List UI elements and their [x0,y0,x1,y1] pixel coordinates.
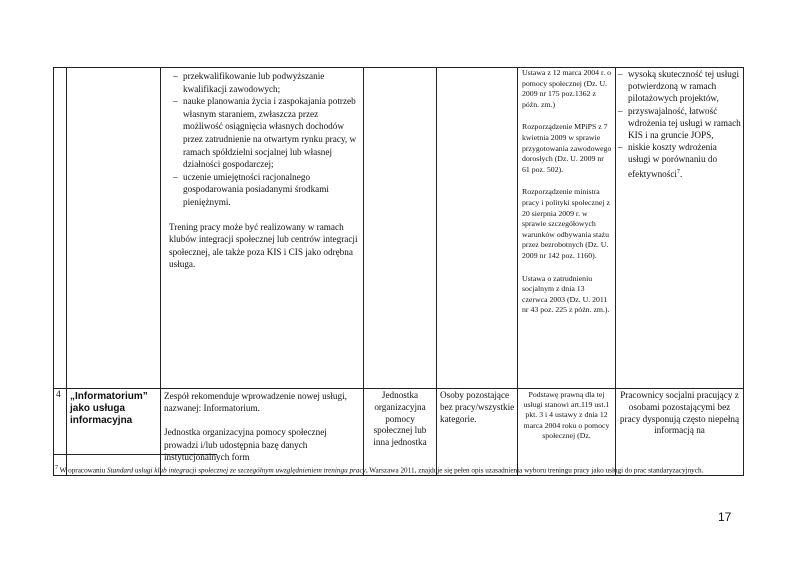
list-item: – przyswajalność, łatwość wdrożenia tej usługi w ramach KIS i na gruncie JOPS, [618,105,741,142]
list-item: – przekwalifikowanie lub podwyższanie kwalifikacji zawodowych; [169,70,359,95]
number-cell [54,68,67,389]
description-paragraph: Zespół rekomenduje wprowadzenie nowej usługi, nazwanej: Informatorium. [164,391,347,414]
table-row [54,68,744,389]
provider-cell: Jednostka organizacyjna pomocy społecznej lub inna jednostka [364,389,437,476]
footnote-marker: 7 [55,465,58,471]
number-cell: 4 [54,389,67,476]
justification-cell: Pracownicy socjalni pracujący z osobami pozostającymi bez pracy dysponują często niepełną informacją na [616,389,744,476]
page-number: 17 [718,510,732,524]
legal-basis-cell: Podstawę prawną dla tej usługi stanowi art.119 ust.1 pkt. 3 i 4 ustawy z dnia 12 marca 2004 roku o pomocy społecznej (Dz. [518,389,616,476]
service-name: „Informatorium” jako usługa informacyjna [70,391,148,426]
list-item: – wysoką skuteczność tej usługi potwierdzoną w ramach pilotażowych projektów, [618,68,741,105]
advantages-cell [616,68,744,389]
description-bullets [169,70,359,209]
legal-act: Ustawa z 12 marca 2004 r. o pomocy społecznej (Dz. U. 2009 nr 175 poz.1362 z późn. zm.) [522,68,611,109]
list-item: – niskie koszty wdrożenia usługi w porównaniu do efektywności$^7$. [618,141,741,180]
footnote-title: Standard usługi klub integracji społecznej ze szczególnym uwzględnieniem treningu pracy [107,466,366,475]
description-cell [161,68,364,389]
services-table [53,67,744,476]
legal-basis-cell [518,68,616,389]
recipients-cell: Osoby pozostające bez pracy/wszystkie kategorie. [437,389,518,476]
advantages-list [618,68,741,180]
provider-cell [364,68,437,389]
footnote-separator [53,454,217,455]
footnote-reference[interactable]: 7 [676,168,680,175]
service-name-cell [67,68,161,389]
legal-act: Ustawa o zatrudnieniu socjalnym z dnia 13 czerwca 2003 (Dz. U. 2011 nr 43 poz. 225 z późn. zm.). [522,273,610,315]
recipients-cell [437,68,518,389]
list-item: – nauke planowania życia i zaspokajania potrzeb własnym staraniem, zwłaszcza przez możliwość osiągnięcia własnych dochodów przez zatrudnienie na otwartym rynku pracy, w ramach spółdzielni socjalnej lub własnej działności gospodarczej; [169,95,359,171]
description-paragraph: Jednostka organizacyjna pomocy społecznej prowadzi i/lub udostępnia bazę danych instytucjonalnych form [164,427,327,462]
legal-act: Rozporządzenie ministra pracy i polityki społecznej z 20 sierpnia 2009 r. w sprawie szczegółowych warunków odbywania stażu przez bezrobotnych (Dz. U. 2009 nr 142 poz. 1160). [522,187,610,260]
description-paragraph: Trening pracy może być realizowany w ramach klubów integracji społecznej lub centrów integracji społecznej, ale także poza KIS i CIS jako odrębna usługa. [169,221,358,270]
legal-act: Rozporządzenie MPiPS z 7 kwietnia 2009 w sprawie przygotowania zawodowego dorosłych (Dz. U. 2009 nr 61 poz. 502). [522,122,612,174]
list-item: – uczenie umiejętności racjonalnego gospodarowania posiadanymi środkami pieniężnymi. [169,171,359,209]
footnote: $^7$ W opracowaniu Standard usługi klub integracji społecznej ze szczególnym uwzględnieniem treningu pracy, Warszawa 2011, znajduje się pełen opis uzasadnienia wyboru treningu pracy jako usługi do prac standaryzacyjnych. [55,465,704,475]
